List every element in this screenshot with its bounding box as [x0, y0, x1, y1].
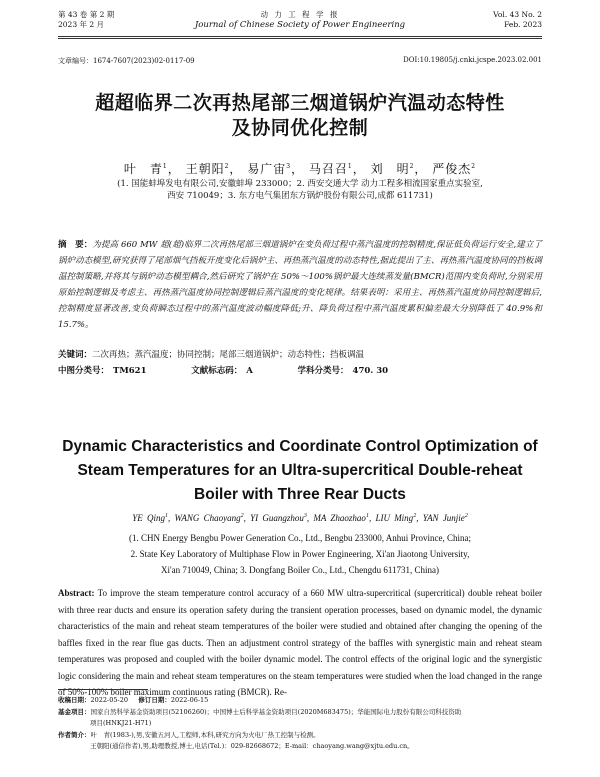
journal-name-cn: 动 力 工 程 学 报: [260, 10, 340, 19]
affiliations-cn: [90, 178, 510, 202]
volume-en: Vol. 43 No. 2: [493, 10, 542, 19]
abstract-cn-text: 为提高 660 MW 超(超)临界二次再热尾部三烟道锅炉在变负荷过程中蒸汽温度的控制精度,保证低负荷运行安全,建立了锅炉动态模型,研究获得了尾部烟气挡板开度变化后锅炉主、再热蒸汽温度的动态特性,据此提出了主、再热蒸汽温度协同的挡板调温控制策略,并将其与锅炉动态模型耦合,然后研究了锅炉在 50%～100%锅炉最大连续蒸发量(BMCR)范围内变负荷时,分别采用原始控制逻辑及考虑主、再热蒸汽温度协同控制逻辑后蒸汽温度的变化规律。结果表明：采用主、再热蒸汽温度协同控制逻辑后,控制精度显著改善,变负荷瞬态过程中的蒸汽温度波动幅度降低;升、降负荷过程中蒸汽温度累积偏差最大分别降低了 40.9%和 15.7%。: [58, 240, 542, 330]
author-en: YI Guangzhou$^3$: [250, 513, 307, 523]
footnote-rule: [58, 689, 148, 690]
author-cn: 王朝阳$^2$: [185, 162, 230, 176]
title-en-line3: Boiler with Three Rear Ducts: [194, 486, 406, 503]
volume-cn: 第 43 卷 第 2 期: [58, 10, 115, 19]
journal-name-en: Journal of Chinese Society of Power Engineering: [194, 20, 406, 30]
footnote-fund: 基金项目：国家自然科学基金资助项目(52106260)；中国博士后科学基金资助项目(2020M683475)；华能国际电力股份有限公司科技资助: [58, 707, 462, 716]
doi: DOI:10.19805/j.cnki.jcspe.2023.02.001: [403, 56, 542, 64]
clc-number: 中图分类号： TM621: [58, 366, 147, 376]
title-cn: [58, 91, 542, 141]
abstract-en-label: Abstract:: [58, 588, 95, 598]
author-en: YE Qing$^1$: [132, 513, 168, 523]
title-en-line2: Steam Temperatures for an Ultra-supercritical Double-reheat: [77, 462, 523, 479]
affiliation-cn-line: (1. 国能蚌埠发电有限公司,安徽蚌埠 233000；2. 西安交通大学 动力工程多相流国家重点实验室,: [117, 179, 483, 189]
abstract-en: [58, 585, 542, 701]
author-cn: 严俊杰$^2$: [432, 162, 477, 176]
affiliation-en-line: (1. CHN Energy Bengbu Power Generation Co., Ltd., Bengbu 233000, Anhui Province, China;: [128, 533, 472, 543]
date-en: Feb. 2023: [504, 20, 542, 29]
abstract-cn-label: 摘 要：: [58, 240, 93, 250]
document-code: 文献标志码： A: [191, 366, 253, 376]
keywords-cn: [58, 348, 542, 362]
keywords-cn-text: 二次再热；蒸汽温度；协同控制；尾部三烟道锅炉；动态特性；挡板调温: [92, 350, 365, 360]
author-en: YAN Junjie$^2$: [422, 513, 468, 523]
title-en: [58, 435, 542, 507]
authors-cn: 叶 青$^1$， 王朝阳$^2$， 易广宙$^3$， 马召召$^1$， 刘 明$^2$， 严俊杰$^2$: [123, 162, 477, 176]
author-en: LIU Ming$^2$: [375, 513, 417, 523]
date-cn: 2023 年 2 月: [58, 20, 105, 29]
author-cn: 叶 青$^1$: [123, 162, 168, 176]
affiliations-en: [70, 530, 530, 578]
footnote-dates: 收稿日期：2022-05-20 修订日期：2022-06-15: [58, 696, 209, 704]
journal-header: [150, 10, 450, 30]
affiliation-en-line: Xi'an 710049, China; 3. Dongfang Boiler Co., Ltd., Chengdu 611731, China): [160, 565, 439, 575]
author-en: WANG Chaoyang$^2$: [174, 513, 244, 523]
authors-en: YE Qing$^1$, WANG Chaoyang$^2$, YI Guangzhou$^3$, MA Zhaozhao$^1$, LIU Ming$^2$, YAN Junjie$^2$: [132, 513, 468, 523]
author-cn: 马召召$^1$: [308, 162, 353, 176]
affiliation-cn-line: 西安 710049；3. 东方电气集团东方锅炉股份有限公司,成都 611731): [167, 191, 433, 201]
abstract-en-text: To improve the steam temperature control accuracy of a 660 MW ultra-supercritical (supercritical) double reheat boiler with three rear ducts and ensure its operation safety during the transient operation processes, based on dynamic model, the dynamic characteristics of the main and reheat steam temperatures of the boiler were studied and obtained after changing the opening of the baffles fixed in the rear flue gas ducts. Then an adjustment control strategy of the baffles with synergistic main and reheat steam temperatures was proposed and coupled with the boiler dynamic model. The control effects of the original logic and the synergistic logic considering the main and reheat steam temperatures on the steam temperatures were studied when the load changed in the range of 50%-100% boiler maximum continuous rating (BMCR). Re-: [58, 588, 542, 697]
header-rule: [58, 36, 542, 37]
article-number: 文章编号：1674-7607(2023)02-0117-09: [58, 57, 195, 65]
header-rule-thin: [58, 38, 542, 39]
footnote-author: 作者简介：叶 青(1983-),男,安徽五河人,工程师,本科,研究方向为火电厂热工控制与检测。: [58, 730, 320, 739]
subject-code: 学科分类号： 470. 30: [297, 366, 389, 376]
footnote-corresponding: 王朝阳(通信作者),男,助理教授,博士,电话(Tel.)：029-82668672；E-mail：chaoyang.wang@xjtu.edu.cn。: [90, 742, 414, 750]
author-cn: 刘 明$^2$: [370, 162, 415, 176]
affiliation-en-line: 2. State Key Laboratory of Multiphase Flow in Power Engineering, Xi'an Jiaotong University,: [130, 549, 470, 559]
title-en-line1: Dynamic Characteristics and Coordinate Control Optimization of: [62, 438, 538, 455]
abstract-cn: [58, 237, 542, 333]
author-en: MA Zhaozhao$^1$: [313, 513, 369, 523]
footnotes: [58, 695, 542, 753]
header-volume-en: [460, 10, 542, 30]
title-cn-line2: 及协同优化控制: [231, 117, 369, 139]
author-cn: 易广宙$^3$: [247, 162, 292, 176]
footnote-fund-cont: 项目(HNKJ21-H71): [90, 719, 152, 727]
title-cn-line1: 超超临界二次再热尾部三烟道锅炉汽温动态特性: [95, 92, 505, 114]
classification-cn: [58, 364, 542, 376]
keywords-cn-label: 关键词：: [58, 350, 93, 360]
article-id-line: [58, 56, 542, 66]
